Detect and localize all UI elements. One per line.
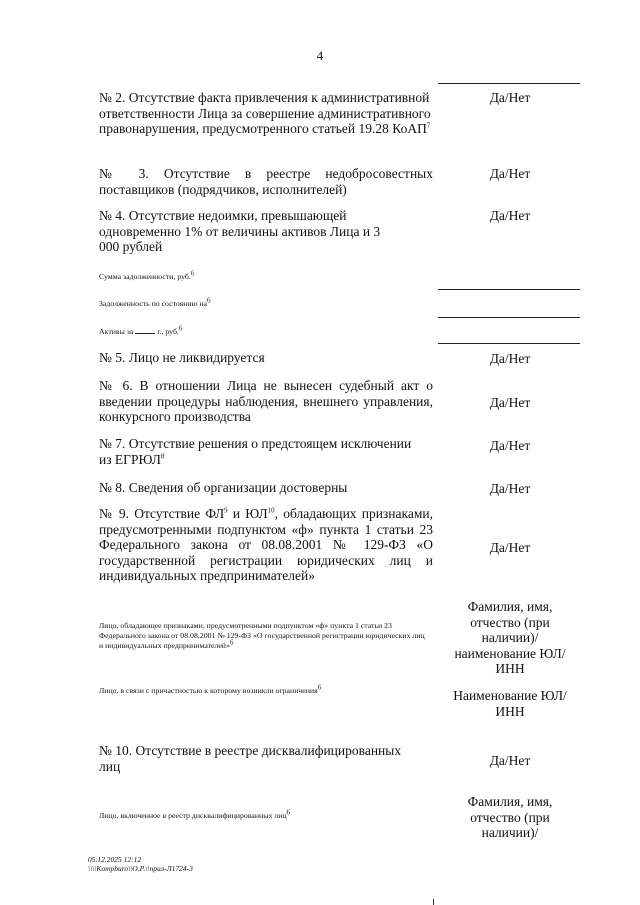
- item-6-answer[interactable]: Да/Нет: [489, 395, 531, 410]
- footer: [88, 855, 193, 873]
- item-5-text: № 5. Лицо не ликвидируется: [99, 350, 265, 365]
- item-3-answer[interactable]: Да/Нет: [489, 166, 531, 181]
- related-person-label: Лицо, в связи с причастностью к которому возникли ограничения$^6$: [99, 683, 322, 695]
- top-rule: [438, 83, 580, 84]
- item-2-text: № 2. Отсутствие факта привлечения к административной ответственности Лица за совершение административного правонарушения, предусмотренного статьей 19.28 КоАП$^7$: [99, 90, 431, 136]
- item-4-text: № 4. Отсутствие недоимки, превышающей одновременно 1% от величины активов Лица и 3 000 рублей: [99, 208, 381, 254]
- item-8-text: № 8. Сведения об организации достоверны: [99, 480, 348, 495]
- footer-path: \\\\Kompburo\\О.Р.\\прил-Л1724-3: [88, 864, 193, 873]
- disqualified-person-label: Лицо, включенное в реестр дисквалифицированных лиц$^6$: [99, 808, 291, 820]
- item-5-answer[interactable]: Да/Нет: [489, 351, 531, 366]
- disqualified-person-value[interactable]: Фамилия, имя, отчество (при наличии)/: [467, 794, 553, 840]
- page-edge-mark: [433, 899, 440, 905]
- debt-date-field[interactable]: [438, 317, 580, 318]
- assets-year-blank[interactable]: [135, 326, 155, 334]
- item-8-answer[interactable]: Да/Нет: [489, 481, 531, 496]
- item-9-text: № 9. Отсутствие $ФЛ^9$ и ЮЛ$^{10}$, обладающих признаками, предусмотренными подпунктом «ф» пункта 1 статьи 23 Федерального закона от 08.08.2001 № 129-ФЗ «О государственной регистрации юридических лиц и индивидуальных предпринимателей»: [99, 506, 433, 583]
- debt-sum-field[interactable]: [438, 289, 580, 290]
- assets-label: Активы за г., руб.$^6$: [99, 324, 183, 336]
- item-7-text: № 7. Отсутствие решения о предстоящем исключении из ЕГРЮЛ$^8$: [99, 436, 412, 467]
- item-4-answer[interactable]: Да/Нет: [489, 208, 531, 223]
- debt-date-label: Задолженность по состоянию $на^6$: [99, 296, 211, 308]
- related-person-value[interactable]: Наименование ЮЛ/ ИНН: [453, 688, 567, 719]
- person9-value[interactable]: Фамилия, имя, отчество (при наличии)/ наименование ЮЛ/ ИНН: [454, 599, 566, 676]
- person9-label: Лицо, обладающее признаками, предусмотренными подпунктом «ф» пункта 1 статьи 23 Федерального закона от 08.08.2001 № 129-ФЗ «О государственной регистрации юридических лиц и индивидуальных предпринимателей»$^6$: [99, 621, 425, 650]
- item-7-answer[interactable]: Да/Нет: [489, 438, 531, 453]
- item-10-text: № 10. Отсутствие в реестре дисквалифицированных лиц: [99, 743, 402, 774]
- footer-timestamp: 05.12.2025 12:12: [88, 855, 142, 864]
- item-2-answer[interactable]: Да/Нет: [489, 90, 531, 105]
- item-6-text: № 6. В отношении Лица не вынесен судебный акт о введении процедуры наблюдения, внешнего управления, конкурсного производства: [99, 378, 433, 424]
- page-number: 4: [316, 48, 324, 63]
- item-9-answer[interactable]: Да/Нет: [489, 540, 531, 555]
- debt-sum-label: Сумма задолженности, руб.$^6$: [99, 269, 195, 281]
- item-3-text: № 3. Отсутствие в реестре недобросовестных поставщиков (подрядчиков, исполнителей): [99, 166, 433, 197]
- assets-field[interactable]: [438, 343, 580, 344]
- item-10-answer[interactable]: Да/Нет: [489, 753, 531, 768]
